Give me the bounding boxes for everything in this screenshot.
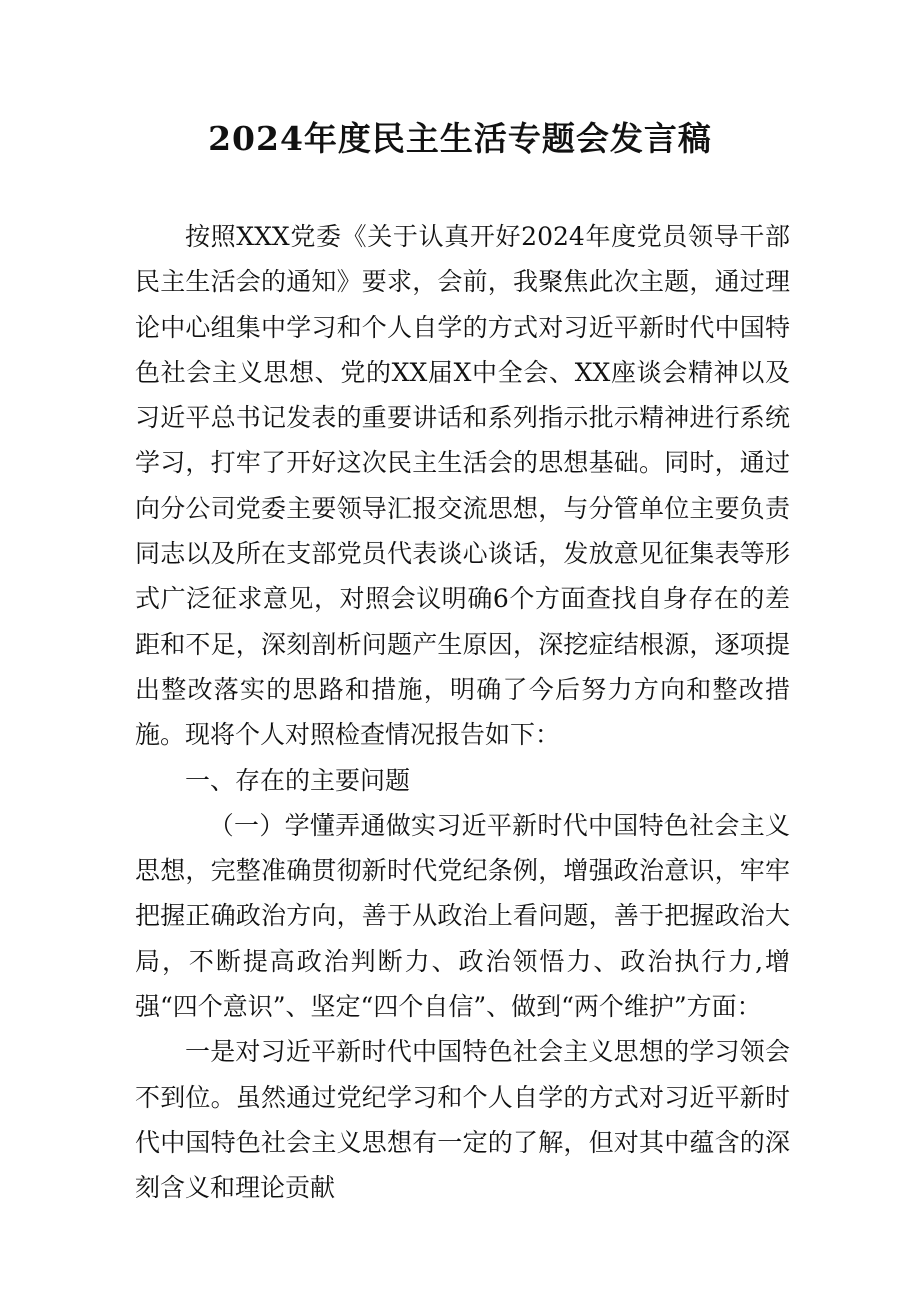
document-body: [135, 214, 790, 1211]
subsection-paragraph: （一）学懂弄通做实习近平新时代中国特色社会主义思想，完整准确贯彻新时代党纪条例，增强政治意识，牢牢把握正确政治方向，善于从政治上看问题，善于把握政治大局，不断提高政治判断力、政治领悟力、政治执行力,增强“四个意识”、坚定“四个自信”、做到“两个维护”方面：: [135, 810, 790, 1022]
document-title: 2024年度民主生活专题会发言稿: [208, 119, 712, 158]
intro-paragraph: 按照XXX党委《关于认真开好2024年度党员领导干部民主生活会的通知》要求，会前，我聚焦此次主题，通过理论中心组集中学习和个人自学的方式对习近平新时代中国特色社会主义思想、党的XX届X中全会、XX座谈会精神以及习近平总书记发表的重要讲话和系列指示批示精神进行系统学习，打牢了开好这次民主生活会的思想基础。同时，通过向分公司党委主要领导汇报交流思想，与分管单位主要负责同志以及所在支部党员代表谈心谈话，发放意见征集表等形式广泛征求意见，对照会议明确6个方面查找自身存在的差距和不足，深刻剖析问题产生原因，深挖症结根源，逐项提出整改落实的思路和措施，明确了今后努力方向和整改措施。现将个人对照检查情况报告如下：: [135, 222, 790, 750]
section-heading: 一、存在的主要问题: [185, 765, 411, 795]
problem-paragraph: 一是对习近平新时代中国特色社会主义思想的学习领会不到位。虽然通过党纪学习和个人自学的方式对习近平新时代中国特色社会主义思想有一定的了解，但对其中蕴含的深刻含义和理论贡献: [135, 1037, 790, 1203]
